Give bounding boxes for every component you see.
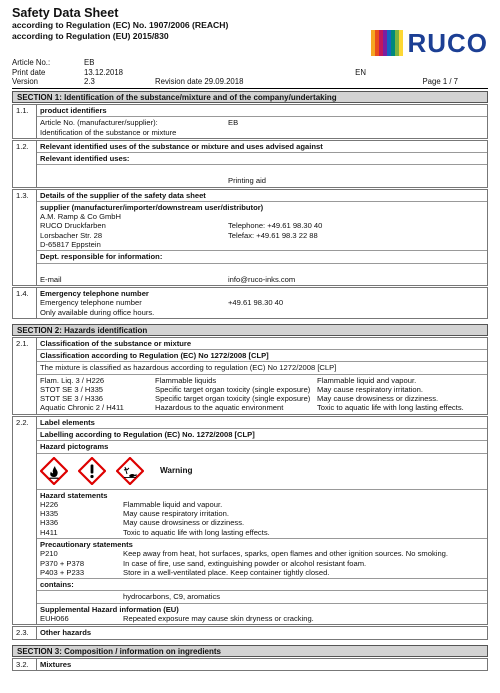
section-number: 1.2. [13,141,37,187]
document-title: Safety Data Sheet [12,6,119,20]
section-number: 1.1. [13,105,37,138]
hazard-pictograms [37,454,487,490]
dept-responsible-title: Dept. responsible for information: [37,251,487,263]
classification-row [40,394,484,403]
class-hazard: May cause respiratory irritation. [317,384,423,394]
statement-text: May cause drowsiness or dizziness. [123,518,245,528]
class-code: Flam. Liq. 3 / H226 [40,375,105,385]
supplier-block [37,202,487,251]
statement-code: H336 [40,518,59,528]
page-number: Page 1 / 7 [422,77,458,86]
hazard-statement-row [40,509,484,518]
exclamation-pictogram-icon [78,457,106,485]
section-2-1 [12,337,488,415]
identified-use: Printing aid [228,176,266,186]
article-no-value: EB [228,118,239,128]
logo-color-bar [399,30,403,56]
statement-code: H335 [40,509,59,519]
supplemental-title: Supplemental Hazard information (EU) [40,604,179,614]
subsection-title: Relevant identified uses of the substance or mixture and uses advised against [37,141,487,153]
emergency-number: +49.61 98.30 40 [228,298,284,308]
statement-code: P403 + P233 [40,567,85,577]
regulation-line-1: according to Regulation (EC) No. 1907/2006 (REACH) [12,20,229,30]
statement-code: H411 [40,527,58,537]
section-1-2 [12,140,488,188]
environment-pictogram-icon [116,457,144,485]
article-no-label: Article No. (manufacturer/supplier): [40,118,158,128]
section-number: 2.3. [13,627,37,638]
precaution-row [40,568,484,577]
statement-code: H226 [40,499,59,509]
supplier-title: supplier (manufacturer/importer/downstream user/distributor) [40,202,264,212]
supplemental-hazard [37,604,487,625]
class-category: Specific target organ toxicity (single exposure) [155,384,311,394]
supplemental-code: EUH066 [40,614,69,624]
version-value: 2.3 [84,77,95,86]
class-code: STOT SE 3 / H335 [40,384,104,394]
classification-row [40,403,484,412]
section-number: 3.2. [13,659,37,670]
section-2-3 [12,626,488,639]
document-meta [12,58,488,87]
email-label: E-mail [40,274,62,284]
class-hazard: Flammable liquid and vapour. [317,375,417,385]
statement-text: In case of fire, use sand, extinguishing powder or alcohol resistant foam. [123,558,367,568]
email-value: info@ruco-inks.com [228,274,296,284]
section-1-1 [12,104,488,139]
section-2-heading: SECTION 2: Hazards identification [12,324,488,336]
statement-text: Keep away from heat, hot surfaces, sparks, open flames and other ignition sources. No smoking. [123,549,449,559]
precautionary-statements [37,539,487,579]
print-date-value: 13.12.2018 [84,67,124,77]
precaution-row [40,559,484,568]
emergency-label: Emergency telephone number [40,298,142,308]
emergency-block [37,288,487,318]
hazard-statements-title: Hazard statements [40,490,108,500]
contains-block [37,591,487,603]
subsection-title: product identifiers [37,105,487,117]
regulation-line-2: according to Regulation (EU) 2015/830 [12,30,169,41]
section-number: 1.3. [13,190,37,285]
class-category: Specific target organ toxicity (single exposure) [155,394,311,404]
section-3-heading: SECTION 3: Composition / information on ingredients [12,645,488,657]
hazard-pictograms-title: Hazard pictograms [37,441,487,453]
revision-date: Revision date 29.09.2018 [155,77,244,86]
section-1-heading: SECTION 1: Identification of the substance/mixture and of the company/undertaking [12,91,488,103]
class-code: Aquatic Chronic 2 / H411 [40,403,124,413]
statement-code: P370 + P378 [40,558,85,568]
article-value: EB [84,58,95,67]
statement-text: Toxic to aquatic life with long lasting effects. [123,527,270,537]
supplier-brand: RUCO Druckfarben [40,221,106,231]
supplier-telephone: Telephone: +49.61 98.30 40 [228,221,323,231]
section-number: 2.2. [13,417,37,625]
section-2-2 [12,416,488,626]
subsection-title: Emergency telephone number [40,288,149,298]
class-category: Flammable liquids [155,375,217,385]
print-date-label: Print date [12,67,46,77]
classification-row [40,376,484,385]
logo-color-bars [371,30,403,56]
identified-uses-block [37,165,487,186]
language-code: EN [355,67,366,77]
section-number: 2.1. [13,338,37,414]
logo-text: RUCO [407,28,488,58]
section-1-3 [12,189,488,286]
emergency-note: Only available during office hours. [40,307,155,317]
article-label: Article No.: [12,58,51,67]
supplemental-text: Repeated exposure may cause skin dryness or cracking. [123,614,314,624]
identified-uses-title: Relevant identified uses: [37,153,487,165]
clp-statement: The mixture is classified as hazardous according to regulation (EC) No 1272/2008 [CLP] [37,362,487,374]
subsection-title: Other hazards [40,628,92,638]
supplier-city: D-65817 Eppstein [40,240,101,250]
hazard-statements [37,490,487,539]
statement-code: P210 [40,549,58,559]
section-1-4 [12,287,488,319]
class-hazard: May cause drowsiness or dizziness. [317,394,439,404]
statement-text: May cause respiratory irritation. [123,509,229,519]
version-label: Version [12,77,39,86]
document-body [12,88,488,671]
statement-text: Flammable liquid and vapour. [123,499,223,509]
class-hazard: Toxic to aquatic life with long lasting effects. [317,403,464,413]
hazard-statement-row [40,518,484,527]
subsection-title: Classification of the substance or mixture [37,338,487,350]
classification-row [40,385,484,394]
ruco-logo [371,28,488,56]
hazard-statement-row [40,500,484,509]
subsection-title: Details of the supplier of the safety data sheet [37,190,487,202]
supplier-street: Lorsbacher Str. 28 [40,230,103,240]
flame-pictogram-icon [40,457,68,485]
statement-text: Store in a well-ventilated place. Keep container tightly closed. [123,567,330,577]
contains-title: contains: [37,579,487,591]
identification-label: Identification of the substance or mixture [40,127,177,137]
section-3-2 [12,658,488,671]
subsection-title: Mixtures [40,659,72,669]
email-block [37,264,487,285]
supplier-telefax: Telefax: +49.61 98.3 22 88 [228,230,318,240]
signal-word: Warning [160,466,193,475]
class-code: STOT SE 3 / H336 [40,394,104,404]
precaution-row [40,549,484,558]
section-number: 1.4. [13,288,37,318]
document-header [12,6,488,58]
clp-labelling-title: Labelling according to Regulation (EC) No. 1272/2008 [CLP] [37,429,487,441]
class-category: Hazardous to the aquatic environment [155,403,284,413]
contains-value: hydrocarbons, C9, aromatics [123,592,221,602]
supplier-name: A.M. Ramp & Co GmbH [40,212,122,222]
classification-table [37,375,487,414]
precautionary-title: Precautionary statements [40,539,133,549]
product-identifier-block [37,117,487,138]
hazard-statement-row [40,528,484,537]
subsection-title: Label elements [37,417,487,429]
clp-classification-title: Classification according to Regulation (EC) No 1272/2008 [CLP] [37,350,487,362]
